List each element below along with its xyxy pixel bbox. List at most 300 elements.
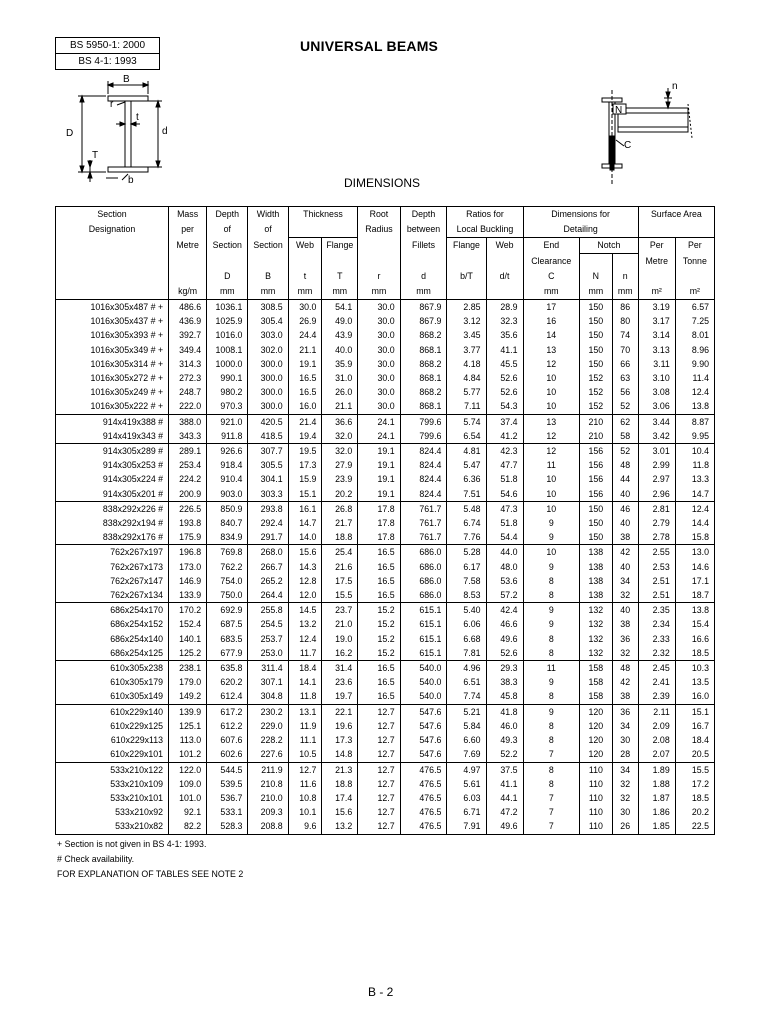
- table-row: [56, 545, 715, 560]
- table-cell: 150: [580, 501, 613, 516]
- section-designation-cell: 610x305x238: [56, 661, 169, 676]
- table-cell: 12.7: [358, 719, 400, 733]
- section-designation-cell: 533x210x109: [56, 777, 169, 791]
- table-cell: 26.8: [322, 501, 358, 516]
- table-cell: 150: [580, 530, 613, 545]
- table-cell: 867.9: [400, 314, 447, 328]
- section-designation-cell: 1016x305x437 # +: [56, 314, 169, 328]
- hdr-symbol: t: [288, 269, 322, 284]
- table-cell: 903.0: [207, 487, 248, 502]
- hdr-symbol: d/t: [486, 269, 523, 284]
- table-cell: 32.0: [322, 444, 358, 459]
- table-cell: 1.88: [638, 777, 675, 791]
- table-cell: 13: [523, 343, 580, 357]
- hdr-flange: Flange: [322, 238, 358, 254]
- table-cell: 27.9: [322, 458, 358, 472]
- table-cell: 868.2: [400, 385, 447, 399]
- table-cell: 349.4: [169, 343, 207, 357]
- hdr-width-2: of: [248, 222, 288, 238]
- table-cell: 5.74: [447, 414, 486, 429]
- table-cell: 46: [612, 501, 638, 516]
- table-cell: 761.7: [400, 516, 447, 530]
- table-cell: 16.5: [358, 560, 400, 574]
- table-cell: 615.1: [400, 617, 447, 631]
- table-cell: 6.60: [447, 733, 486, 747]
- table-cell: 21.3: [322, 762, 358, 777]
- hdr-symbol: C: [523, 269, 580, 284]
- table-cell: 35.6: [486, 328, 523, 342]
- table-cell: 34: [612, 574, 638, 588]
- table-cell: 926.6: [207, 444, 248, 459]
- dim-label-D: D: [66, 128, 74, 139]
- table-cell: 547.6: [400, 719, 447, 733]
- table-cell: 21.0: [322, 617, 358, 631]
- table-cell: 110: [580, 791, 613, 805]
- table-cell: 12.7: [358, 805, 400, 819]
- hdr-thickness: Thickness: [288, 207, 358, 223]
- table-cell: 418.5: [248, 429, 288, 444]
- table-cell: 120: [580, 719, 613, 733]
- table-cell: 13.3: [675, 472, 714, 486]
- standards-box: [55, 37, 160, 70]
- table-cell: 9.90: [675, 357, 714, 371]
- table-row: [56, 805, 715, 819]
- hdr-depth-between-3: Fillets: [400, 238, 447, 254]
- table-cell: 824.4: [400, 444, 447, 459]
- table-cell: 19.1: [358, 444, 400, 459]
- table-row: [56, 689, 715, 704]
- section-designation-cell: 610x229x125: [56, 719, 169, 733]
- table-cell: 17.8: [358, 530, 400, 545]
- dim-label-r: r: [110, 99, 114, 110]
- table-cell: 687.5: [207, 617, 248, 631]
- table-cell: 29.3: [486, 661, 523, 676]
- table-cell: 38: [612, 617, 638, 631]
- table-cell: 5.61: [447, 777, 486, 791]
- hdr-ratios-1: Ratios for: [447, 207, 523, 223]
- table-cell: 2.35: [638, 603, 675, 618]
- table-cell: 57.2: [486, 588, 523, 603]
- table-cell: 44: [612, 472, 638, 486]
- table-cell: 152: [580, 385, 613, 399]
- section-designation-cell: 533x210x82: [56, 819, 169, 834]
- table-cell: 539.5: [207, 777, 248, 791]
- table-cell: 868.1: [400, 399, 447, 414]
- section-designation-cell: 533x210x101: [56, 791, 169, 805]
- table-cell: 3.01: [638, 444, 675, 459]
- table-cell: 24.4: [288, 328, 322, 342]
- table-cell: 26.0: [322, 385, 358, 399]
- section-designation-cell: 686x254x140: [56, 632, 169, 646]
- table-cell: 132: [580, 646, 613, 661]
- table-cell: 1016.0: [207, 328, 248, 342]
- hdr-unit: m²: [675, 284, 714, 300]
- table-cell: 547.6: [400, 704, 447, 719]
- table-cell: 36: [612, 632, 638, 646]
- table-cell: 2.32: [638, 646, 675, 661]
- table-cell: 683.5: [207, 632, 248, 646]
- table-cell: 11: [523, 661, 580, 676]
- note-not-in-bs4: + Section is not given in BS 4-1: 1993.: [57, 839, 207, 849]
- table-cell: 388.0: [169, 414, 207, 429]
- table-cell: 547.6: [400, 747, 447, 762]
- hdr-symbol: [56, 269, 169, 284]
- table-cell: 156: [580, 472, 613, 486]
- table-row: [56, 472, 715, 486]
- table-cell: 16.6: [675, 632, 714, 646]
- table-cell: 30.0: [288, 300, 322, 315]
- table-cell: 3.12: [447, 314, 486, 328]
- table-cell: 17.4: [322, 791, 358, 805]
- hdr-per-metre-1: Per: [638, 238, 675, 254]
- table-cell: 193.8: [169, 516, 207, 530]
- note-explanation: FOR EXPLANATION OF TABLES SEE NOTE 2: [57, 869, 244, 879]
- table-cell: 4.96: [447, 661, 486, 676]
- table-cell: 11.1: [288, 733, 322, 747]
- table-cell: 46.6: [486, 617, 523, 631]
- table-cell: 175.9: [169, 530, 207, 545]
- table-cell: 7: [523, 791, 580, 805]
- table-cell: 7.25: [675, 314, 714, 328]
- table-cell: 7.91: [447, 819, 486, 834]
- table-cell: 32: [612, 588, 638, 603]
- table-row: [56, 617, 715, 631]
- table-cell: 13.2: [288, 617, 322, 631]
- table-cell: 307.1: [248, 675, 288, 689]
- table-cell: 110: [580, 819, 613, 834]
- table-cell: 248.7: [169, 385, 207, 399]
- table-cell: 3.10: [638, 371, 675, 385]
- table-cell: 41.1: [486, 343, 523, 357]
- table-cell: 7.69: [447, 747, 486, 762]
- table-row: [56, 314, 715, 328]
- table-cell: 18.5: [675, 791, 714, 805]
- table-cell: 677.9: [207, 646, 248, 661]
- table-cell: 293.8: [248, 501, 288, 516]
- table-cell: 34: [612, 719, 638, 733]
- table-cell: 11.8: [288, 689, 322, 704]
- table-cell: 238.1: [169, 661, 207, 676]
- table-cell: 7.76: [447, 530, 486, 545]
- table-cell: 211.9: [248, 762, 288, 777]
- table-cell: 28: [612, 747, 638, 762]
- table-cell: 9: [523, 617, 580, 631]
- table-cell: 12.4: [288, 632, 322, 646]
- section-designation-cell: 610x305x149: [56, 689, 169, 704]
- table-cell: 754.0: [207, 574, 248, 588]
- table-cell: 8: [523, 733, 580, 747]
- hdr-notch: Notch: [580, 238, 639, 254]
- hdr-symbol: D: [207, 269, 248, 284]
- table-cell: 911.8: [207, 429, 248, 444]
- table-cell: 2.97: [638, 472, 675, 486]
- table-cell: 10.3: [675, 661, 714, 676]
- table-cell: 918.4: [207, 458, 248, 472]
- table-cell: 12.8: [288, 574, 322, 588]
- section-designation-cell: 686x254x152: [56, 617, 169, 631]
- table-row: [56, 747, 715, 762]
- table-cell: 15.1: [288, 487, 322, 502]
- note-check-availability: # Check availability.: [57, 854, 135, 864]
- hdr-depth-between-2: between: [400, 222, 447, 238]
- table-cell: 31.0: [322, 371, 358, 385]
- section-designation-cell: 762x267x197: [56, 545, 169, 560]
- table-cell: 158: [580, 689, 613, 704]
- table-cell: 10.5: [288, 747, 322, 762]
- table-cell: 22.1: [322, 704, 358, 719]
- table-cell: 13: [523, 414, 580, 429]
- table-cell: 16.5: [358, 588, 400, 603]
- table-cell: 54.1: [322, 300, 358, 315]
- table-row: [56, 300, 715, 315]
- table-cell: 17.1: [675, 574, 714, 588]
- table-cell: 8: [523, 777, 580, 791]
- table-cell: 40: [612, 487, 638, 502]
- table-cell: 305.4: [248, 314, 288, 328]
- table-cell: 3.06: [638, 399, 675, 414]
- table-row: [56, 487, 715, 502]
- table-cell: 11.7: [288, 646, 322, 661]
- table-cell: 2.53: [638, 560, 675, 574]
- hdr-end-2: Clearance: [523, 254, 580, 270]
- table-cell: 45.8: [486, 689, 523, 704]
- hdr-mass-2: per: [169, 222, 207, 238]
- table-cell: 292.4: [248, 516, 288, 530]
- table-cell: 30.0: [358, 328, 400, 342]
- table-cell: 486.6: [169, 300, 207, 315]
- hdr-symbol: d: [400, 269, 447, 284]
- table-cell: 1.86: [638, 805, 675, 819]
- table-cell: 40: [612, 516, 638, 530]
- table-cell: 9.95: [675, 429, 714, 444]
- table-cell: 615.1: [400, 603, 447, 618]
- section-designation-cell: 686x254x125: [56, 646, 169, 661]
- table-cell: 769.8: [207, 545, 248, 560]
- table-cell: 6.68: [447, 632, 486, 646]
- table-cell: 30.0: [358, 357, 400, 371]
- table-cell: 544.5: [207, 762, 248, 777]
- table-cell: 40: [612, 560, 638, 574]
- table-cell: 850.9: [207, 501, 248, 516]
- table-cell: 30.0: [358, 385, 400, 399]
- table-row: [56, 675, 715, 689]
- hdr-unit: mm: [207, 284, 248, 300]
- table-cell: 602.6: [207, 747, 248, 762]
- table-cell: 21.1: [288, 343, 322, 357]
- table-cell: 2.78: [638, 530, 675, 545]
- dim-label-T: T: [92, 150, 99, 161]
- table-cell: 4.97: [447, 762, 486, 777]
- table-cell: 110: [580, 762, 613, 777]
- table-cell: 476.5: [400, 819, 447, 834]
- table-cell: 13.0: [675, 545, 714, 560]
- table-cell: 101.0: [169, 791, 207, 805]
- hdr-blank: [56, 238, 169, 254]
- table-cell: 14.3: [288, 560, 322, 574]
- table-cell: 5.28: [447, 545, 486, 560]
- table-cell: 17.2: [675, 777, 714, 791]
- hdr-symbol: [675, 269, 714, 284]
- table-cell: 11.4: [675, 371, 714, 385]
- table-cell: 18.7: [675, 588, 714, 603]
- table-cell: 120: [580, 733, 613, 747]
- hdr-width-3: Section: [248, 238, 288, 254]
- table-cell: 32: [612, 791, 638, 805]
- table-cell: 620.2: [207, 675, 248, 689]
- table-cell: 17.5: [322, 574, 358, 588]
- table-cell: 910.4: [207, 472, 248, 486]
- table-cell: 222.0: [169, 399, 207, 414]
- hdr-web: Web: [288, 238, 322, 254]
- table-cell: 32.0: [322, 429, 358, 444]
- hdr-symbol: T: [322, 269, 358, 284]
- section-designation-cell: 914x305x224 #: [56, 472, 169, 486]
- table-cell: 12: [523, 429, 580, 444]
- table-row: [56, 762, 715, 777]
- table-cell: 266.7: [248, 560, 288, 574]
- table-cell: 17: [523, 300, 580, 315]
- table-cell: 40: [612, 603, 638, 618]
- table-cell: 253.7: [248, 632, 288, 646]
- hdr-unit: mm: [612, 284, 638, 300]
- table-cell: 196.8: [169, 545, 207, 560]
- table-cell: 18.4: [675, 733, 714, 747]
- table-cell: 9: [523, 704, 580, 719]
- notch-label-C: C: [624, 140, 632, 151]
- table-row: [56, 646, 715, 661]
- table-cell: 133.9: [169, 588, 207, 603]
- table-cell: 74: [612, 328, 638, 342]
- table-cell: 3.19: [638, 300, 675, 315]
- table-cell: 14.0: [288, 530, 322, 545]
- table-cell: 36.6: [322, 414, 358, 429]
- table-cell: 692.9: [207, 603, 248, 618]
- table-cell: 53.6: [486, 574, 523, 588]
- table-cell: 32: [612, 646, 638, 661]
- section-designation-cell: 1016x305x314 # +: [56, 357, 169, 371]
- table-cell: 139.9: [169, 704, 207, 719]
- section-designation-cell: 762x267x134: [56, 588, 169, 603]
- notch-label-n: n: [672, 81, 678, 92]
- table-cell: 1.89: [638, 762, 675, 777]
- table-cell: 8: [523, 646, 580, 661]
- table-cell: 54.4: [486, 530, 523, 545]
- table-cell: 2.08: [638, 733, 675, 747]
- table-cell: 10: [523, 472, 580, 486]
- table-cell: 6.06: [447, 617, 486, 631]
- table-cell: 536.7: [207, 791, 248, 805]
- table-cell: 122.0: [169, 762, 207, 777]
- table-cell: 42.3: [486, 444, 523, 459]
- table-cell: 12.4: [675, 501, 714, 516]
- table-cell: 179.0: [169, 675, 207, 689]
- table-cell: 15.2: [358, 632, 400, 646]
- table-cell: 476.5: [400, 805, 447, 819]
- table-cell: 46.0: [486, 719, 523, 733]
- hdr-unit: mm: [358, 284, 400, 300]
- table-cell: 686.0: [400, 588, 447, 603]
- table-cell: 15.1: [675, 704, 714, 719]
- table-row: [56, 530, 715, 545]
- table-cell: 3.42: [638, 429, 675, 444]
- table-row: [56, 371, 715, 385]
- table-cell: 47.2: [486, 805, 523, 819]
- table-cell: 42.4: [486, 603, 523, 618]
- table-cell: 1.85: [638, 819, 675, 834]
- table-cell: 7.58: [447, 574, 486, 588]
- table-cell: 210: [580, 429, 613, 444]
- table-cell: 19.5: [288, 444, 322, 459]
- table-cell: 2.79: [638, 516, 675, 530]
- hdr-width-1: Width: [248, 207, 288, 223]
- table-row: [56, 719, 715, 733]
- section-designation-cell: 914x305x201 #: [56, 487, 169, 502]
- table-cell: 615.1: [400, 632, 447, 646]
- table-row: [56, 819, 715, 834]
- table-cell: 824.4: [400, 458, 447, 472]
- table-cell: 635.8: [207, 661, 248, 676]
- table-cell: 17.3: [322, 733, 358, 747]
- table-cell: 16.5: [358, 545, 400, 560]
- table-cell: 2.41: [638, 675, 675, 689]
- table-cell: 56: [612, 385, 638, 399]
- table-cell: 120: [580, 747, 613, 762]
- table-row: [56, 661, 715, 676]
- hdr-end-1: End: [523, 238, 580, 254]
- table-cell: 615.1: [400, 646, 447, 661]
- table-cell: 21.6: [322, 560, 358, 574]
- table-cell: 12.7: [288, 762, 322, 777]
- table-cell: 19.1: [358, 487, 400, 502]
- table-cell: 2.07: [638, 747, 675, 762]
- hdr-surface: Surface Area: [638, 207, 714, 223]
- table-row: [56, 603, 715, 618]
- table-cell: 16.0: [288, 399, 322, 414]
- table-cell: 476.5: [400, 777, 447, 791]
- table-row: [56, 574, 715, 588]
- table-cell: 311.4: [248, 661, 288, 676]
- table-cell: 6.36: [447, 472, 486, 486]
- table-cell: 16.0: [675, 689, 714, 704]
- notch-diagram: [588, 80, 698, 186]
- table-cell: 150: [580, 516, 613, 530]
- table-cell: 200.9: [169, 487, 207, 502]
- table-row: [56, 458, 715, 472]
- hdr-thickness-blank: [288, 222, 358, 238]
- table-cell: 132: [580, 632, 613, 646]
- table-cell: 5.47: [447, 458, 486, 472]
- table-cell: 10: [523, 501, 580, 516]
- table-cell: 18.5: [675, 646, 714, 661]
- hdr-ratios-2: Local Buckling: [447, 222, 523, 238]
- table-cell: 17.3: [288, 458, 322, 472]
- table-cell: 30.0: [358, 314, 400, 328]
- table-cell: 476.5: [400, 791, 447, 805]
- table-cell: 48.0: [486, 560, 523, 574]
- table-cell: 302.0: [248, 343, 288, 357]
- table-cell: 110: [580, 805, 613, 819]
- table-cell: 48: [612, 458, 638, 472]
- table-cell: 30.0: [358, 343, 400, 357]
- table-cell: 19.1: [288, 357, 322, 371]
- hdr-per-tonne-1: Per: [675, 238, 714, 254]
- table-cell: 420.5: [248, 414, 288, 429]
- table-cell: 867.9: [400, 300, 447, 315]
- table-row: [56, 501, 715, 516]
- table-cell: 12.7: [358, 762, 400, 777]
- table-cell: 8.53: [447, 588, 486, 603]
- table-header: [56, 207, 715, 300]
